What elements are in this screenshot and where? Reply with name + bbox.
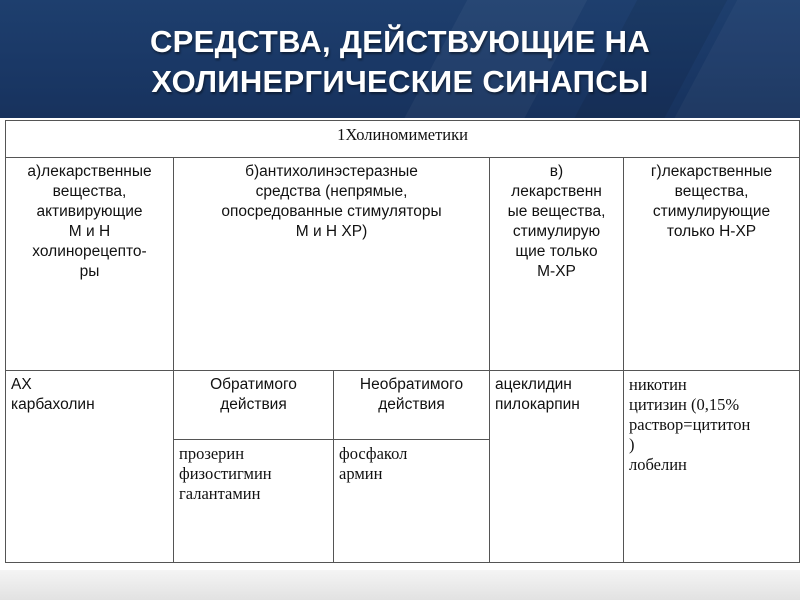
slide-title-line1: СРЕДСТВА, ДЕЙСТВУЮЩИЕ НА — [149, 24, 651, 59]
reversible-drugs: прозерин физостигмин галантамин — [174, 440, 334, 563]
bottom-band — [0, 570, 800, 600]
reversible-action-label: Обратимого действия — [174, 371, 334, 440]
slide-title — [0, 22, 800, 102]
category-b: б)антихолинэстеразные средства (непрямые, опосредованные стимуляторы М и Н ХР) — [174, 158, 490, 371]
category-d: г)лекарственные вещества, стимулирующие только Н-ХР — [624, 158, 800, 371]
cholinomimetics-table — [5, 120, 800, 563]
table-header: 1Холиномиметики — [6, 121, 800, 158]
slide-header — [0, 0, 800, 118]
drugs-category-a: АХ карбахолин — [6, 371, 174, 563]
irreversible-action-label: Необратимого действия — [334, 371, 490, 440]
irreversible-drugs: фосфакол армин — [334, 440, 490, 563]
drugs-category-d: никотин цитизин (0,15% раствор=цититон ) лобелин — [624, 371, 800, 563]
drugs-category-c: ацеклидин пилокарпин — [490, 371, 624, 563]
slide-title-line2: ХОЛИНЕРГИЧЕСКИЕ СИНАПСЫ — [151, 64, 649, 99]
category-a: а)лекарственные вещества, активирующие М и Н холинорецепто- ры — [6, 158, 174, 371]
category-c: в) лекарственн ые вещества, стимулирую щие только М-ХР — [490, 158, 624, 371]
